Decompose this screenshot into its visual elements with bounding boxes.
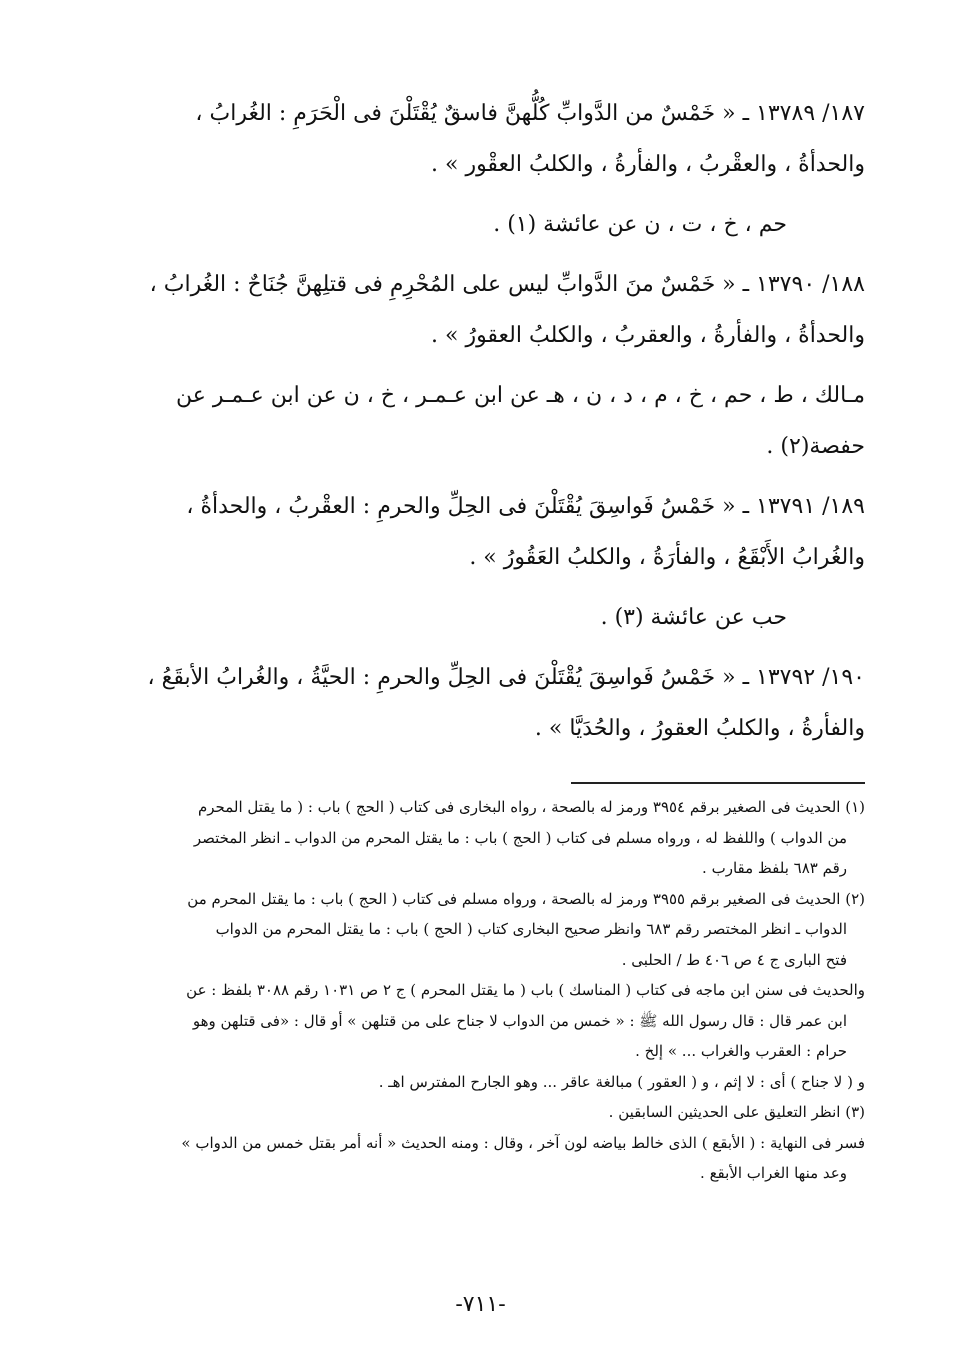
- footnote-line: و ( لا جناح ) أى : لا إثم ، و ( العقور ) مبالغة عاقر ... وهو الجارح المفترس اهـ .: [378, 1072, 865, 1091]
- footnote-line: فسر فى النهاية : ( الأبقع ) الذى خالط بياضه لون آخر ، وقال : ومنه الحديث « أنه أمر بقتل خمس من الدواب »: [181, 1133, 865, 1152]
- footnote-line: (٢) الحديث فى الصغير برقم ٣٩٥٥ ورمز له بالصحة ، ورواه مسلم فى كتاب ( الحج ) باب : ما يقتل المحرم من: [187, 889, 865, 908]
- footnote-line: رقم ٦٨٣ بلفظ مقارب .: [702, 859, 847, 877]
- footnote-line: فتح البارى ج ٤ ص ٤٠٦ ط / الحلبى .: [621, 950, 847, 969]
- footnote-line: (٣) انظر التعليق على الحديثين السابقين .: [608, 1103, 865, 1121]
- hadith-190-line1: ١٩٠/ ١٣٧٩٢ ـ « خَمْسُ فَواسِقَ يُقْتَلْنَ فى الحِلِّ والحرمِ : الحيَّةُ ، والغُرابُ الأبقَعُ ،: [147, 665, 865, 690]
- hadith-189-line1: ١٨٩/ ١٣٧٩١ ـ « خَمْسُ فَواسِقَ يُقْتَلْنَ فى الحِلِّ والحرمِ : العقْربُ ، والحدأةُ ،: [186, 494, 865, 519]
- source-189: حب عن عائشة (٣) .: [600, 605, 787, 630]
- hadith-188-line1: ١٨٨/ ١٣٧٩٠ ـ « خَمْسٌ منَ الدَّوابِّ ليس على المُحْرِمِ فى قتلِهنَّ جُنَاحٌ : الغُرابُ ،: [149, 272, 865, 297]
- source-188-line2: حفصة(٢) .: [766, 434, 865, 459]
- hadith-189-line2: والغُرابُ الأَبْقَعُ ، والفأرَةُ ، والكلبُ العَقُورُ » .: [469, 545, 865, 570]
- footnote-line: والحديث فى سنن ابن ماجه فى كتاب ( المناسك ) باب ( ما يقتل المحرم ) ج ٢ ص ١٠٣١ رقم ٣٠٨٨ بلفظ : عن: [186, 981, 865, 999]
- footnote-line: الدواب ـ انظر المختصر رقم ٦٨٣ وانظر صحيح البخارى كتاب ( الحج ) باب : ما يقتل المحرم من الدواب: [215, 920, 847, 938]
- footnote-line: من الدواب ) واللفظ له ، ورواه مسلم فى كتاب ( الحج ) باب : ما يقتل المحرم من الدواب ـ انظر المختصر: [193, 828, 847, 847]
- footnotes: [85, 792, 865, 1189]
- hadith-188-line2: والحدأةُ ، والفأرةُ ، والعقربُ ، والكلبُ العقورُ » .: [431, 323, 865, 348]
- footnote-line: (١) الحديث فى الصغير برقم ٣٩٥٤ ورمز له بالصحة ، رواه البخارى فى كتاب ( الحج ) باب : ( ما يقتل المحرم: [197, 798, 865, 816]
- page-number: -٧١١-: [455, 1292, 506, 1317]
- hadith-187-line2: والحدأةُ ، والعقْربُ ، والفأرةُ ، والكلبُ العقْور » .: [431, 152, 865, 177]
- footnote-line: ابن عمر قال : قال رسول الله ﷺ : « خمس من الدواب لا جناح على من قتلهن » أو قال : «فى قتلهن وهو: [192, 1011, 847, 1030]
- hadith-187-line1: ١٨٧/ ١٣٧٨٩ ـ « خَمْسٌ من الدَّوابِّ كُلُّهنَّ فاسقٌ يُقْتَلْنَ فى الْحَرَمِ : الغُرابُ ،: [195, 101, 865, 126]
- hadith-190-line2: والفأرةُ ، والكلبُ العقورُ ، والحُدَيَّا » .: [534, 716, 865, 741]
- source-188-line1: مـالك ، ط ، حم ، خ ، م ، د ، ن ، هـ عن ابن عـمـر ، خ ، ن عن ابن عـمـر عن: [175, 383, 865, 408]
- page-body: [85, 88, 865, 1189]
- footnote-divider: [571, 782, 865, 784]
- source-187: حم ، خ ، ت ، ن عن عائشة (١) .: [493, 212, 787, 237]
- footnote-line: وعد منها الغراب الأبقع .: [700, 1164, 847, 1182]
- footnote-line: حرام : العقرب والغراب ... » إلخ .: [635, 1042, 847, 1060]
- main-text: [85, 88, 865, 754]
